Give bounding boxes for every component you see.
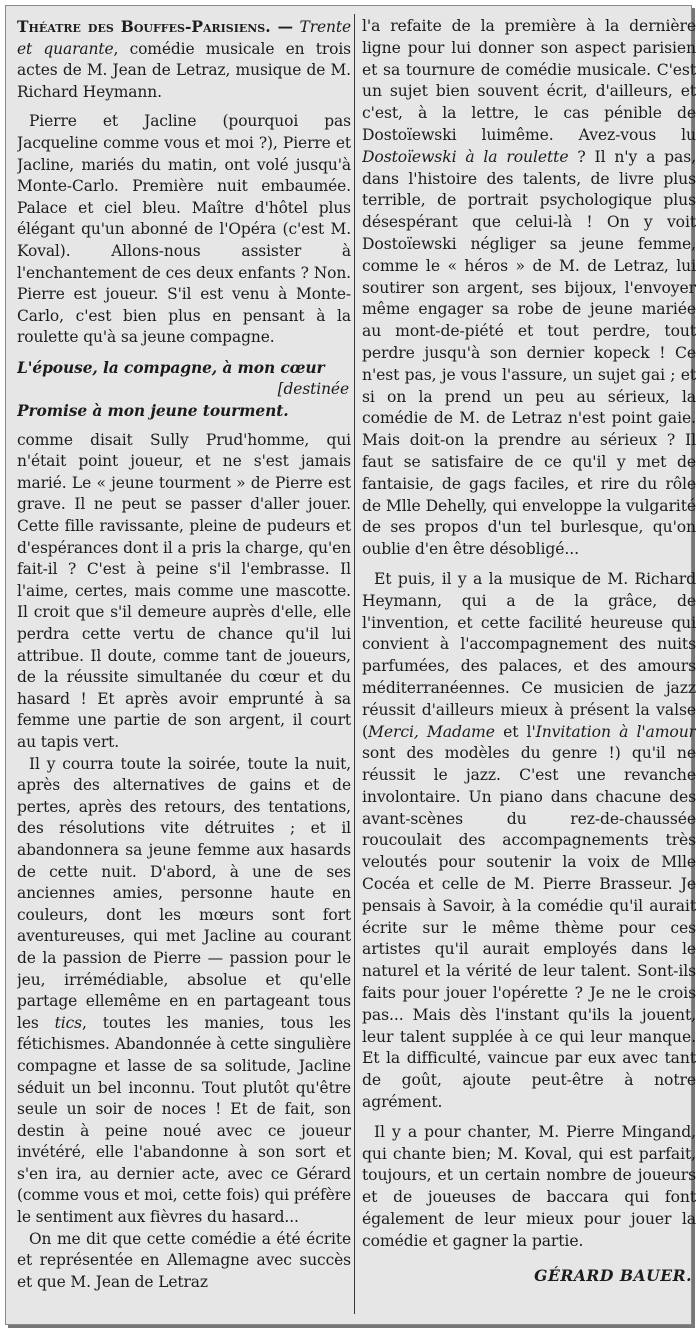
newspaper-clipping	[5, 5, 696, 1325]
paragraph-6	[362, 569, 696, 1114]
play-credits: , comédie musicale en trois actes de M. Jean de Letraz, musique de M. Richard Heymann.	[17, 39, 351, 101]
review-intro	[17, 16, 351, 103]
paragraph-3-tics: tics	[54, 1013, 82, 1032]
paragraph-2: comme disait Sully Prud'homme, qui n'était point joueur, et ne s'est jamais marié. Le « jeune tourment » de Pierre est grave. Il ne peut se passer d'aller jouer. Cette fille ravissante, pleine de pudeurs et d'espérances dont il a pris la charge, qu'en fait-il ? C'est à peine s'il l'embrasse. Il l'aime, certes, mais comme une mascotte. Il croit que s'il demeure auprès d'elle, elle perdra cette vertu de chance qu'il lui attribue. Il doute, comme tant de joueurs, de la réussite simultanée du cœur et du hasard ! Et après avoir emprunté à sa femme une partie de son argent, il court au tapis vert.	[17, 430, 351, 751]
paragraph-4: On me dit que cette comédie a été écrite et représentée en Allemagne avec succès et que M. Jean de Letraz	[17, 1229, 351, 1291]
left-column	[17, 16, 351, 1316]
paragraph-1: Pierre et Jacline (pourquoi pas Jacqueline comme vous et moi ?), Pierre et Jacline, mariés du matin, ont volé jusqu'à Monte-Carlo. Première nuit embaumée. Palace et ciel bleu. Maître d'hôtel plus élégant qu'un abonné de l'Opéra (c'est M. Koval). Allons-nous assister à l'enchantement de ces deux enfants ? Non. Pierre est joueur. S'il est venu à Monte-Carlo, c'est bien plus en pensant à la roulette qu'à sa jeune compagne.	[17, 112, 351, 347]
paragraph-6-part-a: Et puis, il y a la musique de M. Richard Heymann, qui a de la grâce, de l'invention, et cette facilité heureuse qui convient à l'accompagnement des nuits parfumées, des palaces, et des amours méditerranéennes. Ce musicien de jazz réussit d'ailleurs mieux à présent la valse (	[362, 569, 696, 741]
theatre-heading: Théatre des Bouffes-Parisiens. —	[17, 17, 294, 36]
author-signature: GÉRARD BAUER.	[534, 1265, 692, 1285]
paragraph-3	[17, 754, 351, 1229]
paragraph-6-mid: et l'	[494, 722, 536, 741]
right-column	[362, 16, 696, 1316]
verse-quote	[17, 357, 351, 422]
verse-line-1-end: [destinée	[277, 379, 349, 398]
verse-line-2: Promise à mon jeune tourment.	[17, 401, 289, 421]
song-title-2: Invitation à l'amour	[535, 722, 696, 741]
paragraph-5-part-a: l'a refaite de la première à la dernière ligne pour lui donner son aspect parisien et sa tournure de comédie musicale. C'est un sujet bien souvent écrit, d'ailleurs, et c'est, à la lettre, le cas pénible de Dostoïewski luimême. Avez-vous lu	[362, 17, 696, 144]
column-divider	[354, 14, 355, 1314]
paragraph-3-part-b: , toutes les manies, tous les fétichismes. Abandonnée à cette singulière compagne et lasse de sa solitude, Jacline séduit un bel inconnu. Tout plutôt qu'être seule un soir de noces ! Et de fait, son destin à peine noué avec ce joueur invétéré, elle l'abandonne à son sort et s'en ira, au dernier acte, avec ce Gérard (comme vous et moi, cette fois) qui préfère le sentiment aux fièvres du hasard...	[17, 1013, 351, 1227]
paragraph-5-part-b: ? Il n'y a pas, dans l'histoire des talents, de livre plus terrible, de portrait psychologique plus désespérant que celui-là ! On y voit Dostoïewski négliger sa jeune femme, comme le « héros » de M. de Letraz, lui soutirer son argent, ses bijoux, l'envoyer même engager sa robe de jeune mariée au mont-de-piété et tout perdre, tout perdre jusqu'à son dernier kopeck ! Ce n'est pas, je vous l'assure, un sujet gai ; et si on la prend un peu au sérieux, la comédie de M. de Letraz n'est point gaie. Mais doit-on la prendre au sérieux ? Il faut se satisfaire de ce qu'il y met de fantaisie, de gags faciles, et rire du rôle de Mlle Dehelly, qui enveloppe la vulgarité de ses propos d'un tel burlesque, qu'on oublie d'en être désobligé...	[362, 147, 696, 559]
song-title-1: Merci, Madame	[367, 722, 495, 741]
paragraph-3-part-a: Il y courra toute la soirée, toute la nuit, après des alternatives de gains et de pertes, après des retours, des tentations, des résolutions vite détruites ; et il abandonnera sa jeune femme aux hasards de cette nuit. D'abord, à une de ses anciennes amies, personne haute en couleurs, dont les mœurs sont fort aventureuses, qui met Jacline au courant de la passion de Pierre — passion pour le jeu, irrémédiable, absolue et qu'elle partage ellemême en en partageant tous les	[17, 754, 351, 1032]
paragraph-6-part-b: sont des modèles du genre !) qu'il ne réussit le jazz. C'est une revanche involontaire. Un piano dans chacune des avant-scènes du rez-de-chaussée roucoulait des accompagnements très veloutés pour soutenir la voix de Mlle Cocéa et celle de M. Pierre Brasseur. Je pensais à Savoir, à la comédie qu'il aurait écrite sur le même thème pour ces artistes qu'il aurait employés dans le naturel et la vérité de leur talent. Sont-ils faits pour jouer l'opérette ? Je ne le crois pas... Mais dès l'instant qu'ils la jouent, leur talent supplée à ce qui leur manque. Et la difficulté, vaincue par eux avec tant de goût, ajoute peut-être à notre agrément.	[362, 744, 696, 1112]
book-title: Dostoïewski à la roulette	[362, 147, 569, 166]
verse-line-1: L'épouse, la compagne, à mon cœur	[17, 357, 325, 377]
play-title: Trente et quarante	[17, 18, 351, 58]
paragraph-5	[362, 16, 696, 561]
paragraph-7: Il y a pour chanter, M. Pierre Mingand, qui chante bien; M. Koval, qui est parfait, toujours, et un certain nombre de joueurs et de joueuses de baccara qui font également de leur mieux pour jouer la comédie et gagner la partie.	[362, 1122, 696, 1250]
